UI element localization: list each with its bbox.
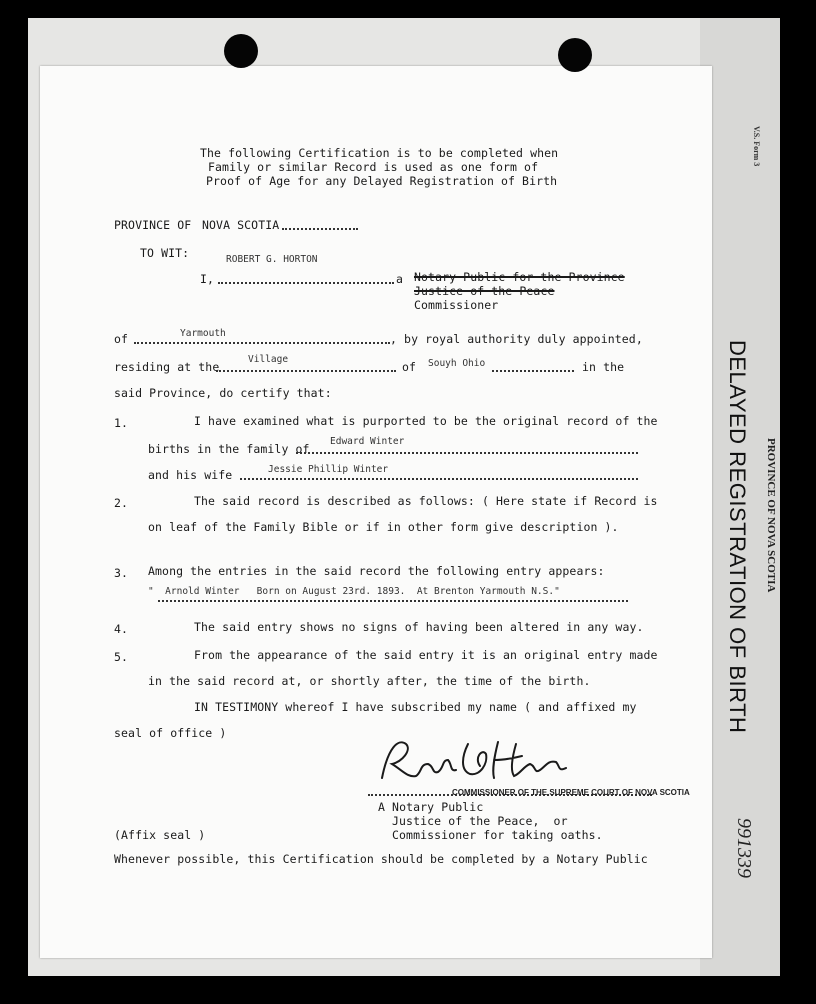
document-page [40,66,712,958]
item-4-number: 4. [114,622,129,636]
item-2-text-b: on leaf of the Family Bible or if in other form give description ). [148,520,619,534]
of2-value: Souyh Ohio [428,358,486,369]
wife-value: Jessie Phillip Winter [268,464,389,475]
in-the-label: in the [582,360,625,374]
signature [376,730,576,794]
item-5-text-b: in the said record at, or shortly after, the time of the birth. [148,674,591,688]
residing-label: residing at the [114,360,220,374]
punch-hole-right [558,38,592,72]
side-title: DELAYED REGISTRATION OF BIRTH [725,340,750,734]
said-province-text: said Province, do certify that: [114,386,332,400]
testimony-line-2: seal of office ) [114,726,227,740]
footer-note: Whenever possible, this Certification should be completed by a Notary Public [114,852,648,866]
item-3-text: Among the entries in the said record the following entry appears: [148,564,605,578]
item-1-text-a: I have examined what is purported to be the original record of the [194,414,658,428]
item-4-text: The said entry shows no signs of having been altered in any way. [194,620,644,634]
signature-role-1: A Notary Public [378,800,484,814]
item-3-number: 3. [114,566,129,580]
commissioner-stamp: COMMISSIONER OF THE SUPREME COURT OF NOVA SCOTIA [452,788,690,797]
of2-label: of [402,360,417,374]
residing-dotted-line [216,370,396,372]
province-dotted-line [282,228,358,230]
title-notary-struck: Notary Public for the Province [414,270,625,284]
residing-value: Village [248,354,289,365]
family-dotted-line [296,452,638,454]
wife-dotted-line [240,478,638,480]
declarant-dotted-line [218,282,394,284]
province-value: NOVA SCOTIA [202,218,280,232]
item-1-text-b: births in the family of [148,442,310,456]
signature-role-3: Commissioner for taking oaths. [392,828,603,842]
declarant-name: ROBERT G. HORTON [226,254,318,265]
item-1-text-c: and his wife [148,468,233,482]
of-dotted-line [134,342,390,344]
province-label: PROVINCE OF [114,218,192,232]
header-line-2: Family or similar Record is used as one form of [208,160,539,174]
title-justice-struck: Justice of the Peace [414,284,555,298]
entry-value: " Arnold Winter Born on August 23rd. 1893. At Brenton Yarmouth N.S." [148,586,560,597]
form-number: V.S. Form 3 [752,126,761,167]
item-5-number: 5. [114,650,129,664]
punch-hole-left [224,34,258,68]
item-2-number: 2. [114,496,129,510]
to-wit-label: TO WIT: [140,246,190,260]
affix-seal-label: (Affix seal ) [114,828,206,842]
of2-dotted-line [492,370,574,372]
registration-number: 991339 [733,818,755,878]
of-value: Yarmouth [180,328,226,339]
declarant-i-label: I, [200,272,215,286]
item-2-text-a: The said record is described as follows: ( Here state if Record is [194,494,658,508]
signature-role-2: Justice of the Peace, or [392,814,568,828]
title-commissioner: Commissioner [414,298,499,312]
authority-text: , by royal authority duly appointed, [390,332,643,346]
side-province: PROVINCE OF NOVA SCOTIA [765,438,777,593]
of-label: of [114,332,129,346]
family-value: Edward Winter [330,436,405,447]
header-line-3: Proof of Age for any Delayed Registration of Birth [206,174,558,188]
item-1-number: 1. [114,416,129,430]
testimony-line-1: IN TESTIMONY whereof I have subscribed my name ( and affixed my [194,700,637,714]
entry-dotted-line [158,600,628,602]
header-line-1: The following Certification is to be completed when [200,146,559,160]
item-5-text-a: From the appearance of the said entry it is an original entry made [194,648,658,662]
declarant-a-label: a [396,272,404,286]
